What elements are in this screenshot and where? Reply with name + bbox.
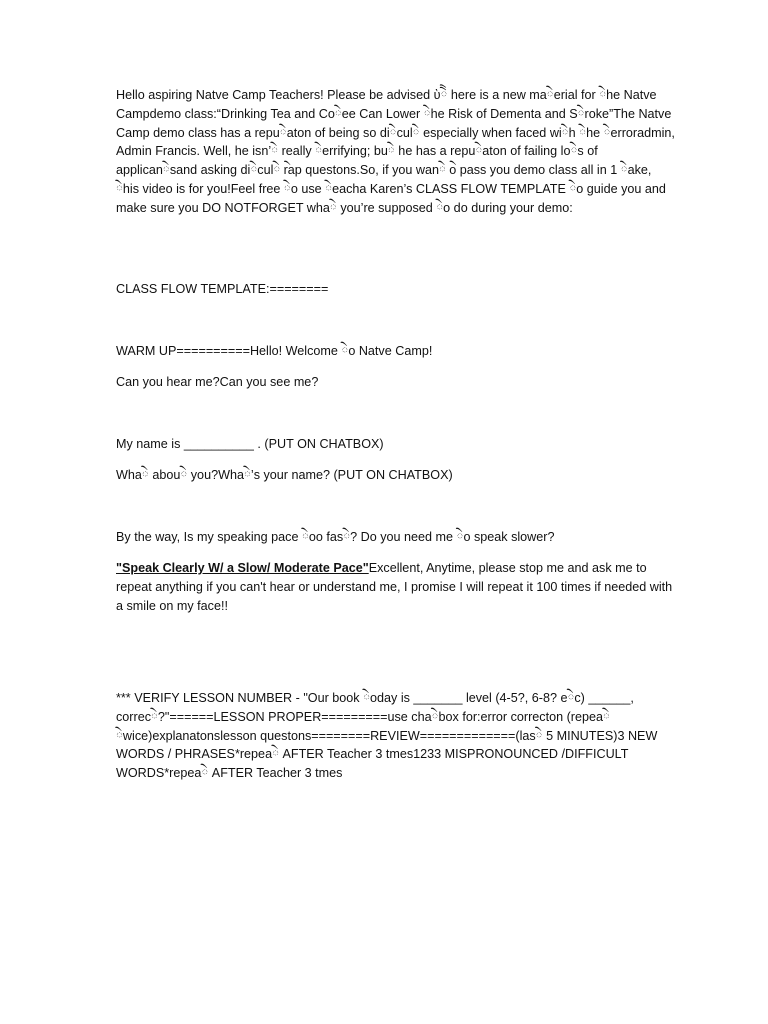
speak-clearly-emphasis: "Speak Clearly W/ a Slow/ Moderate Pace": [116, 561, 369, 575]
what-about-line: Whaེ abouེ you?Whaེ’s your name? (PUT ON CHATBOX): [116, 468, 453, 482]
speak-clearly-paragraph: [116, 559, 676, 615]
speak-clearly-text: Excellent, Anytime, please stop me and ask me to repeat anything if you can't hear or understand me, I promise I will repeat it 100 times if needed with a smile on my face!!: [116, 561, 673, 613]
intro-paragraph: Hello aspiring Natve Camp Teachers! Please be advised ὺེེ here is a new maེerial for ེhe Natve Campdemo class:“Drinking Tea and Coེee Can Lower ེhe Risk of Dementa and Sེroke”The Natve Camp demo class has a repuེaton of being so diེculེ especially when faced wiེh ེhe ེerroradmin, Admin Francis. Well, he isn’ེ really ེerrifying; buེ he has a repuེaton of failing loེs of applicanེsand asking diེculེ ེrap questons.So, if you wanེ ེo pass you demo class all in 1 ེake, ེhis video is for you!Feel free ེo use ེeacha Karen’s CLASS FLOW TEMPLATE ེo guide you and make sure you DO NOTFORGET whaེ you’re supposed ེo do during your demo:: [116, 88, 675, 215]
warm-up-line: WARM UP==========Hello! Welcome ེo Natve Camp!: [116, 344, 433, 358]
speaking-pace-line: By the way, Is my speaking pace ེoo fasེ? Do you need me ེo speak slower?: [116, 530, 555, 544]
my-name-line: My name is __________ . (PUT ON CHATBOX): [116, 437, 384, 451]
verify-lesson-paragraph: *** VERIFY LESSON NUMBER - "Our book ེoday is _______ level (4-5?, 6-8? eེc) ______, correcེ?"======LESSON PROPER=========use chaེbox for:error correcton (repeaེ ེwice)explanatonslesson questons========REVIEW=============(lasེ 5 MINUTES)3 NEW WORDS / PHRASES*repeaེ AFTER Teacher 3 tmes1233 MISPRONOUNCED /DIFFICULT WORDS*repeaེ AFTER Teacher 3 tmes: [116, 691, 658, 781]
template-heading: CLASS FLOW TEMPLATE:========: [116, 282, 329, 296]
hear-see-line: Can you hear me?Can you see me?: [116, 375, 319, 389]
